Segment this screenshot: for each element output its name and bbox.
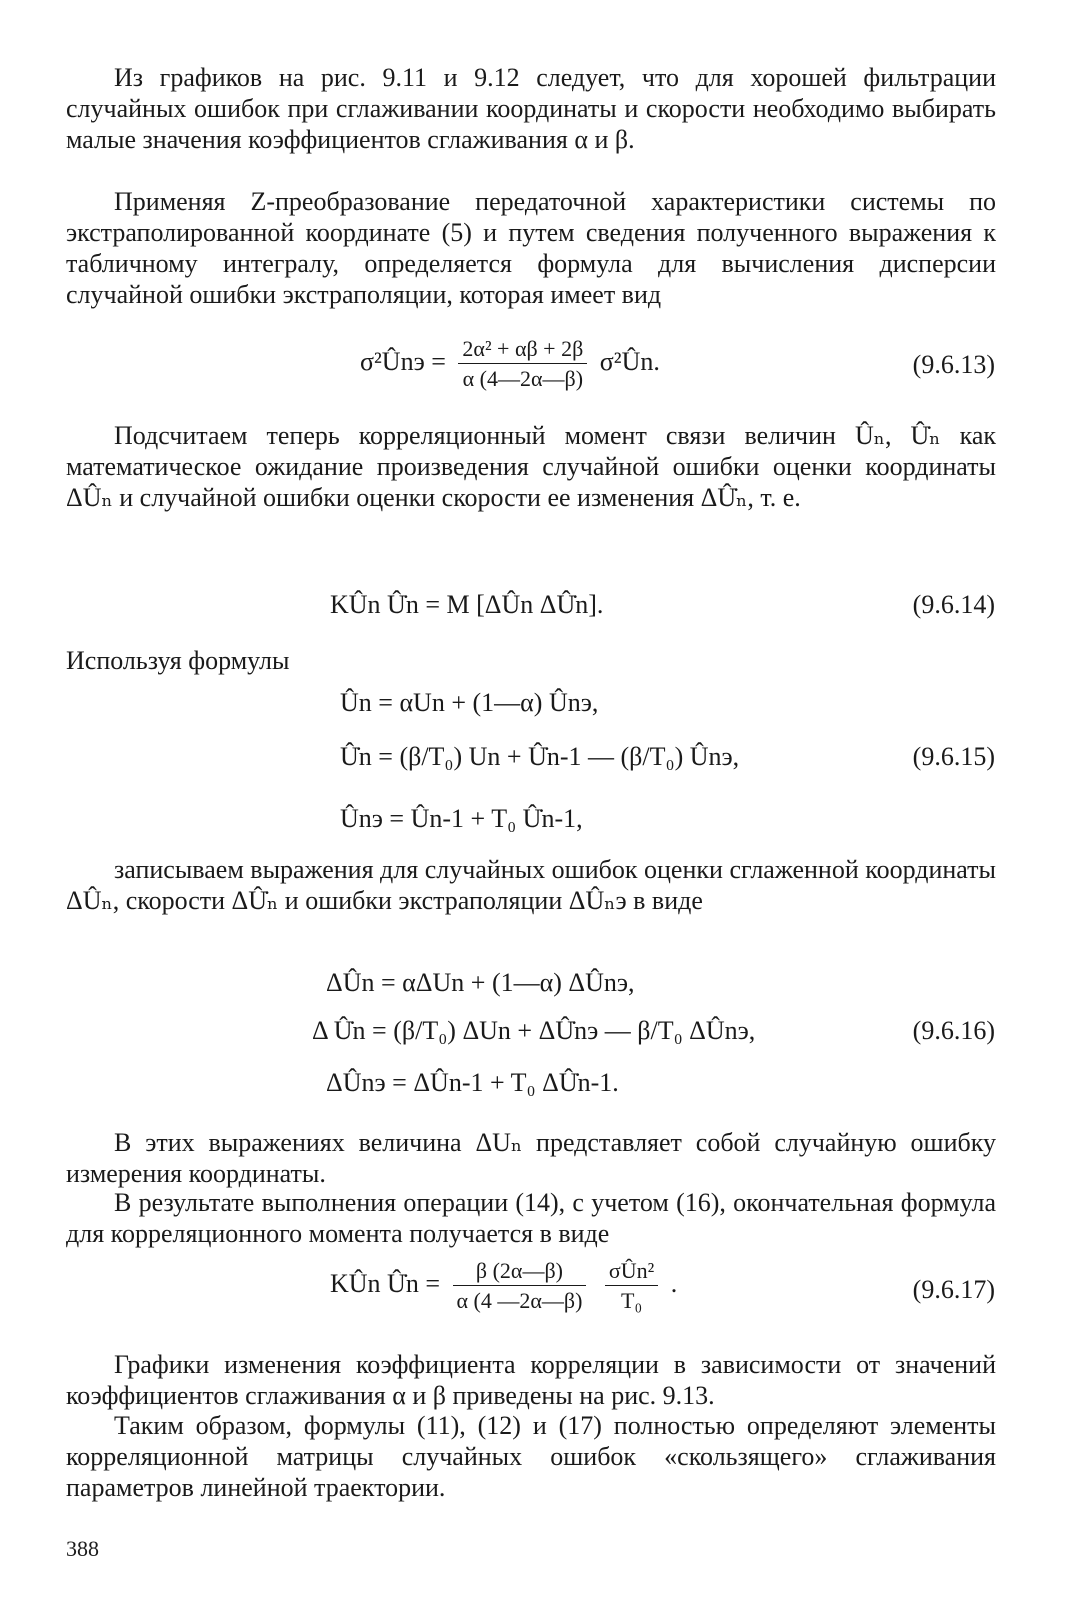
paragraph-9: Таким образом, формулы (11), (12) и (17) полностью определяют элементы корреляционной матрицы случайных ошибок «скользящего» сглаживания параметров линейной траектории. bbox=[66, 1411, 996, 1502]
eq17-denominator-2: T₀ bbox=[621, 1288, 643, 1313]
paragraph-8: Графики изменения коэффициента корреляции в зависимости от значений коэффициентов сглаживания α и β приведены на рис. 9.13. bbox=[66, 1350, 996, 1410]
eq16-number: (9.6.16) bbox=[912, 1016, 995, 1045]
eq17-numerator-1: β (2α—β) bbox=[453, 1258, 587, 1286]
eq14-body: KÛn Û̇n = M [ΔÛn ΔÛ̇n]. bbox=[330, 590, 604, 619]
eq16-line-2: Δ Û̇n = (β/T₀) ΔUn + ΔÛ̇nэ — β/T₀ ΔÛnэ, bbox=[312, 1016, 756, 1045]
eq13-fraction bbox=[458, 336, 587, 392]
eq17-lhs: KÛn Û̇n = bbox=[330, 1268, 440, 1298]
eq17-fraction-1 bbox=[453, 1258, 587, 1314]
eq17-fraction-2 bbox=[605, 1258, 658, 1314]
paragraph-2: Применяя Z-преобразование передаточной характеристики системы по экстраполированной координате (5) и путем сведения полученного выражения к табличному интегралу, определяется формула для вычисления дисперсии случайной ошибки экстраполяции, которая имеет вид bbox=[66, 187, 996, 309]
eq13-denominator: α (4—2α—β) bbox=[462, 366, 584, 391]
paragraph-7: В результате выполнения операции (14), с учетом (16), окончательная формула для корреляционного момента получается в виде bbox=[66, 1188, 996, 1248]
eq17-number: (9.6.17) bbox=[912, 1275, 995, 1304]
eq15-line-3: Ûnэ = Ûn-1 + T₀ Û̇n-1, bbox=[340, 804, 583, 833]
eq13-rhs: σ²Ûn. bbox=[599, 346, 660, 376]
eq13-number: (9.6.13) bbox=[912, 350, 995, 379]
eq17-numerator-2: σÛn² bbox=[605, 1258, 658, 1286]
eq13-lhs: σ²Ûnэ = bbox=[360, 346, 446, 376]
paragraph-5: записываем выражения для случайных ошибок оценки сглаженной координаты ΔÛₙ, скорости ΔÛ̇ₙ и ошибки экстраполяции ΔÛₙэ в виде bbox=[66, 855, 996, 915]
book-page: Из графиков на рис. 9.11 и 9.12 следует, что для хорошей фильтрации случайных ошибок при сглаживании координаты и скорости необходимо выбирать малые значения коэффициентов сглаживания α и β. Применяя Z-преобразование передаточной характеристики системы по экстраполированной координате (5) и путем сведения полученного выражения к табличному интегралу, определяется формула для вычисления дисперсии случайной ошибки экстраполяции, которая имеет вид σ²Ûnэ = $\frac{\text{2α² + αβ + 2β}}{\alpha (4—2\alpha—\beta)}$ σ²Ûn. (9.6.13) Подсчитаем теперь корреляционный момент связи величин Ûₙ, Û̇ₙ как математическое ожидание произведения случайной ошибки оценки координаты ΔÛₙ и случайной ошибки оценки скорости ее изменения ΔÛ̇ₙ, т. е. KÛn Û̇n = M [ΔÛn ΔÛ̇n]. (9.6.14) Используя формулы Ûn = αUn + (1—α) Ûnэ, Û̇n = (β/T₀) Un + Û̇n-1 — (β/T₀) Ûnэ, Ûnэ = Ûn-1 + T₀ Û̇n-1, (9.6.15) записываем выражения для случайных ошибок оценки сглаженной координаты ΔÛₙ, скорости ΔÛ̇ₙ и ошибки экстраполяции ΔÛₙэ в виде ΔÛn = αΔUn + (1—α) ΔÛnэ, Δ Û̇n = (β/T₀) ΔUn + ΔÛ̇nэ — β/T₀ ΔÛnэ, ΔÛnэ = ΔÛn-1 + T₀ ΔÛ̇n-1. (9.6.16) В этих выражениях величина ΔUₙ представляет собой случайную ошибку измерения координаты. В результате выполнения операции (14), с учетом (16), окончательная формула для корреляционного момента получается в виде KÛn Û̇n = $\frac{\beta (2\alpha—\beta)}{\alpha (4 —2\alpha—\beta)}$ $\frac{\text{σÛn²}}{\text{T₀}}$ . (9.6.17) Графики изменения коэффициента корреляции в зависимости от значений коэффициентов сглаживания α и β приведены на рис. 9.13. Таким образом, формулы (11), (12) и (17) полностью определяют элементы корреляционной матрицы случайных ошибок «скользящего» сглаживания параметров линейной траектории. 388 bbox=[66, 63, 996, 1561]
eq15-line-2: Û̇n = (β/T₀) Un + Û̇n-1 — (β/T₀) Ûnэ, bbox=[340, 742, 740, 771]
eq15-line-1: Ûn = αUn + (1—α) Ûnэ, bbox=[340, 688, 599, 717]
eq14-number: (9.6.14) bbox=[912, 590, 995, 619]
eq15-number: (9.6.15) bbox=[912, 742, 995, 771]
eq13-numerator: 2α² + αβ + 2β bbox=[458, 336, 587, 364]
paragraph-1: Из графиков на рис. 9.11 и 9.12 следует, что для хорошей фильтрации случайных ошибок при сглаживании координаты и скорости необходимо выбирать малые значения коэффициентов сглаживания α и β. bbox=[66, 63, 996, 154]
page-number: 388 bbox=[66, 1536, 99, 1561]
paragraph-6: В этих выражениях величина ΔUₙ представляет собой случайную ошибку измерения координаты. bbox=[66, 1128, 996, 1188]
paragraph-3: Подсчитаем теперь корреляционный момент связи величин Ûₙ, Û̇ₙ как математическое ожидание произведения случайной ошибки оценки координаты ΔÛₙ и случайной ошибки оценки скорости ее изменения ΔÛ̇ₙ, т. е. bbox=[66, 421, 996, 512]
eq17-denominator-1: α (4 —2α—β) bbox=[456, 1288, 583, 1313]
eq16-line-1: ΔÛn = αΔUn + (1—α) ΔÛnэ, bbox=[326, 968, 635, 997]
eq16-line-3: ΔÛnэ = ΔÛn-1 + T₀ ΔÛ̇n-1. bbox=[326, 1068, 619, 1097]
paragraph-4: Используя формулы bbox=[66, 646, 290, 675]
